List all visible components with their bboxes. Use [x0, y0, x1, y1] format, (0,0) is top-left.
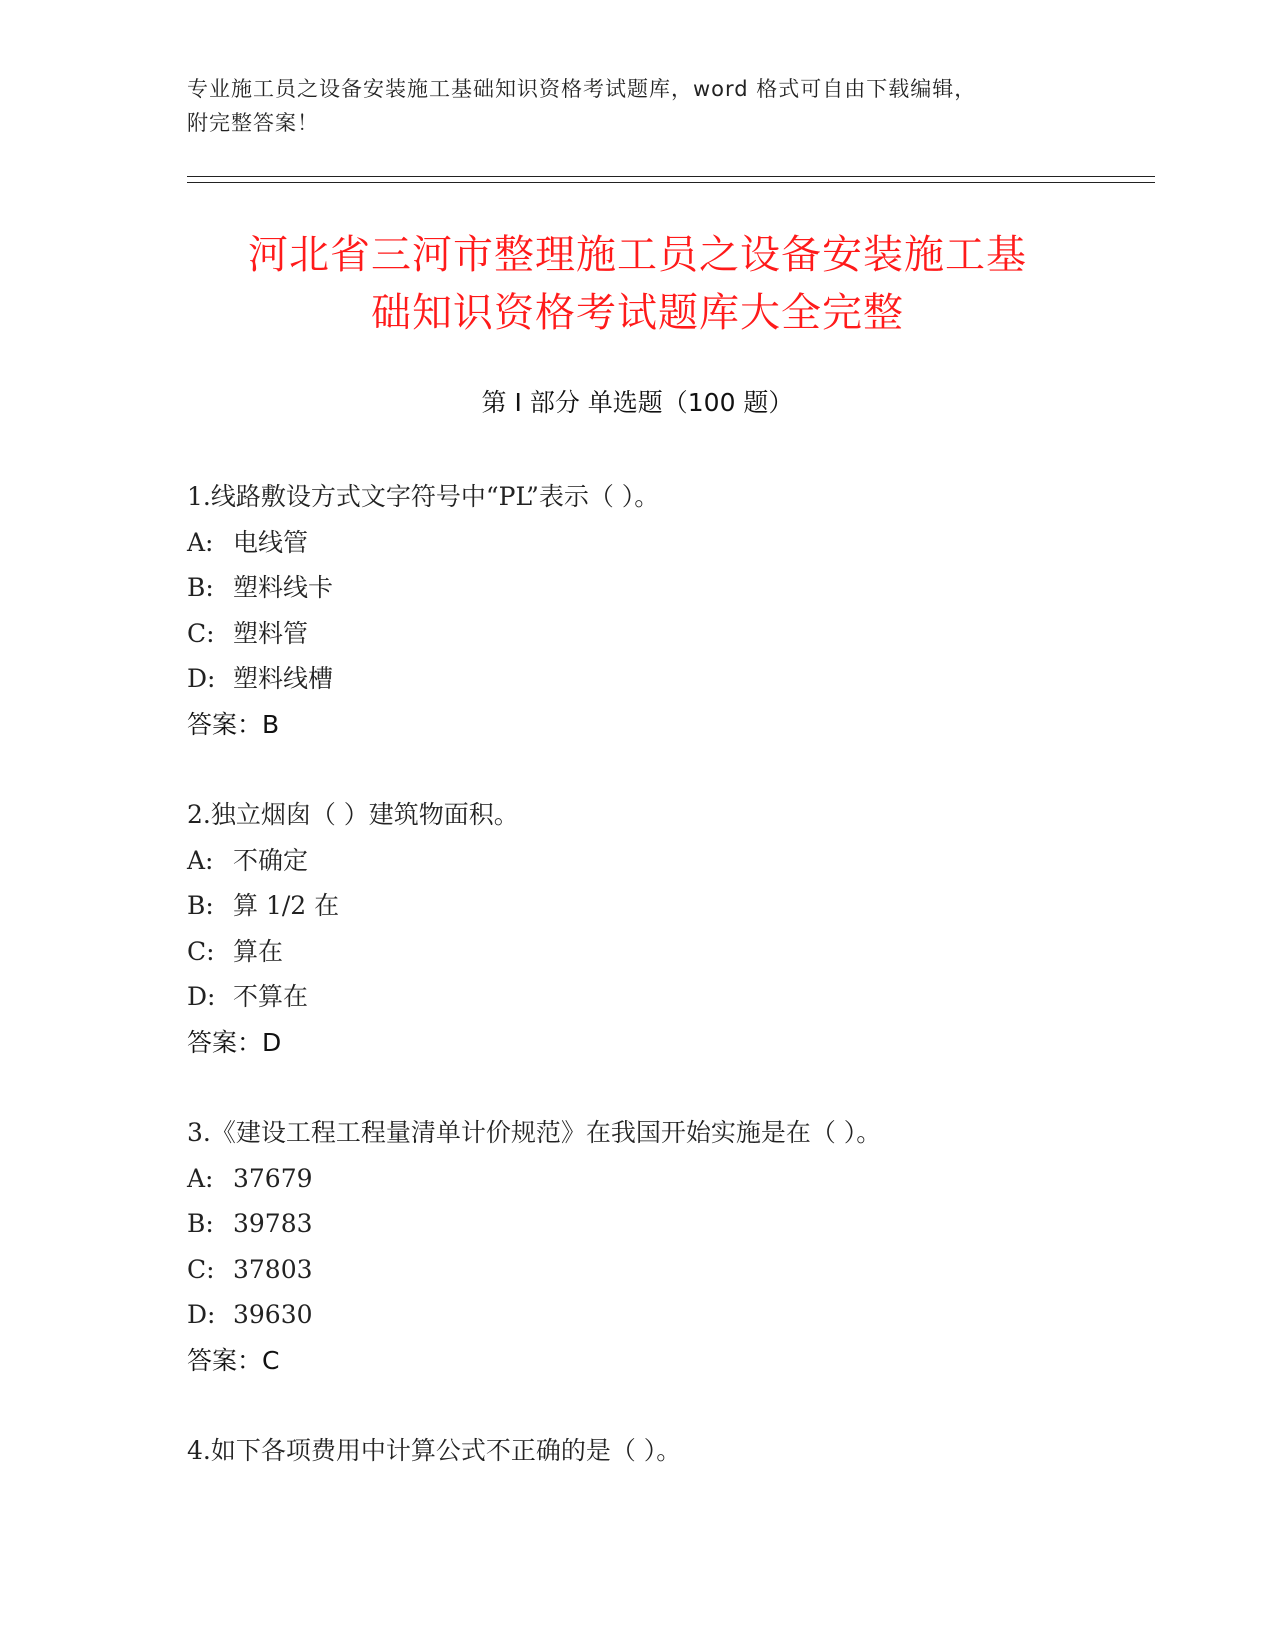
header-note-line-1: 专业施工员之设备安装施工基础知识资格考试题库，word 格式可自由下载编辑， — [187, 77, 977, 101]
option-letter: C: — [187, 1254, 215, 1284]
option-b — [187, 565, 659, 611]
option-text: 不确定 — [233, 845, 309, 875]
option-letter: B: — [187, 573, 214, 603]
option-a — [187, 520, 659, 566]
section-heading: 第 I 部分 单选题（100 题） — [481, 388, 794, 417]
option-text: 算在 — [233, 936, 284, 966]
document-title — [150, 226, 1125, 342]
option-text: 不算在 — [233, 982, 309, 1012]
option-letter: A: — [187, 1163, 214, 1193]
document-title-line-2: 础知识资格考试题库大全完整 — [371, 290, 904, 336]
question-stem: 4.如下各项费用中计算公式不正确的是（ ）。 — [187, 1436, 682, 1465]
option-letter: D: — [187, 982, 216, 1012]
header-divider-top — [187, 176, 1155, 177]
answer-line: 答案：C — [187, 1345, 280, 1375]
question-stem: 2.独立烟囱（ ）建筑物面积。 — [187, 800, 519, 829]
option-letter: C: — [187, 618, 215, 648]
option-text: 算 1/2 在 — [233, 891, 340, 921]
option-letter: D: — [187, 664, 216, 694]
option-a — [187, 838, 519, 884]
header-note-line-2: 附完整答案！ — [187, 111, 319, 135]
answer-line: 答案：D — [187, 1027, 282, 1057]
document-title-line-1: 河北省三河市整理施工员之设备安装施工基 — [248, 232, 1027, 278]
option-text: 39630 — [233, 1300, 313, 1330]
option-letter: A: — [187, 527, 214, 557]
option-c — [187, 1247, 881, 1293]
option-c — [187, 611, 659, 657]
question-block — [187, 1428, 681, 1474]
option-d — [187, 656, 659, 702]
option-d — [187, 1292, 881, 1338]
header-divider-bottom — [187, 182, 1155, 183]
answer-line: 答案：B — [187, 709, 280, 739]
option-text: 塑料管 — [233, 618, 309, 648]
option-text: 37803 — [233, 1254, 313, 1284]
question-stem: 3.《建设工程工程量清单计价规范》在我国开始实施是在（ ）。 — [187, 1118, 882, 1147]
option-letter: D: — [187, 1300, 216, 1330]
option-c — [187, 929, 519, 975]
option-text: 塑料线槽 — [233, 664, 334, 694]
question-block — [187, 1110, 881, 1384]
option-a — [187, 1156, 881, 1202]
option-text: 电线管 — [233, 527, 309, 557]
option-b — [187, 883, 519, 929]
option-letter: B: — [187, 891, 214, 921]
option-letter: A: — [187, 845, 214, 875]
option-text: 37679 — [233, 1163, 313, 1193]
question-block — [187, 474, 659, 748]
question-block — [187, 792, 519, 1066]
option-letter: C: — [187, 936, 215, 966]
option-text: 塑料线卡 — [233, 573, 334, 603]
header-note — [187, 72, 1087, 140]
option-d — [187, 974, 519, 1020]
option-letter: B: — [187, 1209, 214, 1239]
option-b — [187, 1201, 881, 1247]
option-text: 39783 — [233, 1209, 313, 1239]
question-stem: 1.线路敷设方式文字符号中“PL”表示（ ）。 — [187, 482, 660, 511]
